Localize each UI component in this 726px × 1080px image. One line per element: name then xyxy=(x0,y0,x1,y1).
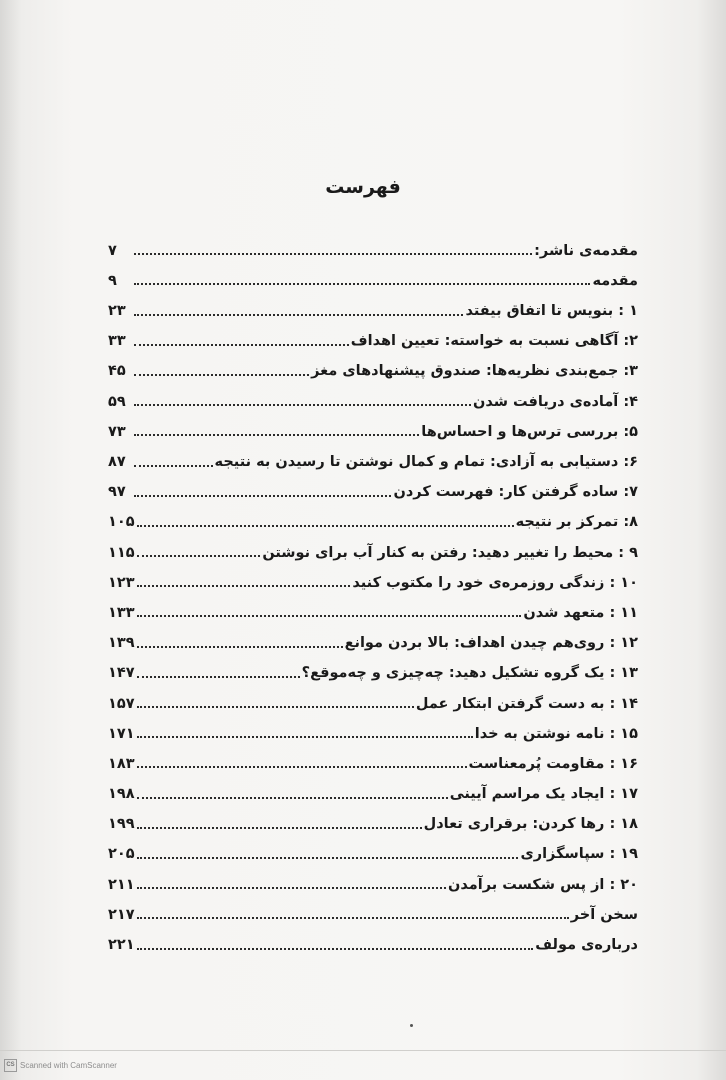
camscanner-logo-icon: CS xyxy=(4,1059,17,1072)
dot-leader xyxy=(137,585,351,587)
toc-entry-title: ۶: دستیابی به آزادی: تمام و کمال نوشتن تا رسیدن به نتیجه xyxy=(214,454,638,470)
dot-leader xyxy=(137,887,446,889)
dot-leader xyxy=(137,615,522,617)
page-title: فهرست xyxy=(325,176,401,198)
toc-entry-title: ۲۰ : از پس شکست برآمدن xyxy=(448,876,638,893)
scanner-watermark-text: Scanned with CamScanner xyxy=(20,1061,117,1070)
dot-leader xyxy=(134,314,463,316)
dot-leader xyxy=(137,736,473,738)
toc-entry-title: سخن آخر xyxy=(570,906,638,923)
dot-leader xyxy=(137,766,467,768)
toc-entry-title: ۱۵ : نامه نوشتن به خدا xyxy=(474,725,638,742)
toc-entry-page: ۹۷ xyxy=(108,484,126,501)
toc-entry[interactable] xyxy=(108,288,638,318)
toc-entry[interactable] xyxy=(108,771,638,801)
toc-entry-title: ۱۲ : روی‌هم چیدن اهداف: بالا بردن موانع xyxy=(344,635,638,652)
toc-entry[interactable] xyxy=(108,349,638,379)
toc-entry-page: ۷ xyxy=(108,242,117,259)
toc-entry-page: ۷۳ xyxy=(108,423,126,440)
toc-entry[interactable] xyxy=(108,711,638,741)
toc-entry-title: درباره‌ی مولف xyxy=(535,937,638,953)
toc-entry-title: ۱۶ : مقاومت پُرمعناست xyxy=(468,755,638,772)
toc-entry-page: ۳۳ xyxy=(108,333,126,350)
toc-entry-page: ۱۵۷ xyxy=(108,695,135,712)
toc-entry[interactable] xyxy=(108,590,638,620)
dot-leader xyxy=(137,857,519,859)
toc-entry-title: ۱۹ : سپاسگزاری xyxy=(520,846,638,863)
dot-leader xyxy=(137,827,422,829)
dot-leader xyxy=(134,495,391,497)
toc-entry-page: ۵۹ xyxy=(108,393,126,410)
dot-leader xyxy=(134,404,471,406)
dot-leader xyxy=(137,948,534,950)
toc-entry[interactable] xyxy=(108,741,638,771)
print-speck xyxy=(410,1024,413,1027)
toc-entry-title: ۵: بررسی ترس‌ها و احساس‌ها xyxy=(421,423,638,440)
toc-entry-page: ۱۴۷ xyxy=(108,665,135,682)
toc-entry-page: ۱۸۳ xyxy=(108,755,135,772)
toc-entry-title: ۱۸ : رها کردن: برقراری تعادل xyxy=(423,816,638,833)
dot-leader xyxy=(137,555,261,557)
toc-entry-page: ۱۳۹ xyxy=(108,635,135,652)
toc-entry[interactable] xyxy=(108,651,638,681)
toc-entry[interactable] xyxy=(108,228,638,258)
toc-entry[interactable] xyxy=(108,319,638,349)
toc-entry[interactable] xyxy=(108,470,638,500)
toc-entry-page: ۱۱۵ xyxy=(108,544,135,561)
dot-leader xyxy=(134,434,419,436)
dot-leader xyxy=(137,917,569,919)
toc-entry-page: ۱۷۱ xyxy=(108,725,135,742)
table-of-contents xyxy=(108,228,638,953)
toc-entry-page: ۲۰۵ xyxy=(108,846,135,863)
toc-entry-page: ۹ xyxy=(108,272,117,289)
dot-leader xyxy=(137,525,514,527)
toc-entry-title: ۲: آگاهی نسبت به خواسته: تعیین اهداف xyxy=(350,333,638,350)
toc-entry-page: ۲۳ xyxy=(108,303,126,320)
dot-leader xyxy=(134,253,532,255)
toc-entry-title: ۱۰ : زندگی روزمره‌ی خود را مکتوب کنید xyxy=(352,574,638,591)
toc-entry[interactable] xyxy=(108,620,638,650)
toc-entry[interactable] xyxy=(108,379,638,409)
toc-entry[interactable] xyxy=(108,439,638,469)
dot-leader xyxy=(137,676,300,678)
toc-entry[interactable] xyxy=(108,258,638,288)
toc-entry-page: ۲۱۱ xyxy=(108,876,135,893)
dot-leader xyxy=(134,344,349,346)
dot-leader xyxy=(134,374,309,376)
dot-leader xyxy=(137,646,343,648)
toc-entry[interactable] xyxy=(108,892,638,922)
toc-entry[interactable] xyxy=(108,409,638,439)
toc-entry[interactable] xyxy=(108,681,638,711)
toc-entry-page: ۴۵ xyxy=(108,363,126,380)
dot-leader xyxy=(134,465,213,467)
toc-entry-title: مقدمه xyxy=(592,272,638,289)
toc-entry[interactable] xyxy=(108,500,638,530)
toc-entry-page: ۱۹۹ xyxy=(108,816,135,833)
toc-entry-title: ۸: تمرکز بر نتیجه xyxy=(515,514,638,531)
toc-entry-page: ۸۷ xyxy=(108,454,126,470)
toc-entry-title: مقدمه‌ی ناشر: xyxy=(534,242,638,259)
toc-entry[interactable] xyxy=(108,862,638,892)
page-edge-line xyxy=(0,1050,726,1051)
dot-leader xyxy=(134,283,590,285)
toc-entry-title: ۹ : محیط را تغییر دهید: رفتن به کنار آب برای نوشتن xyxy=(262,544,638,561)
toc-entry-title: ۱۴ : به دست گرفتن ابتکار عمل xyxy=(415,695,638,712)
toc-entry-title: ۱ : بنویس تا اتفاق بیفتد xyxy=(465,303,638,320)
toc-entry[interactable] xyxy=(108,922,638,952)
toc-entry-page: ۲۲۱ xyxy=(108,937,135,953)
toc-entry-title: ۴: آماده‌ی دریافت شدن xyxy=(472,393,638,410)
dot-leader xyxy=(137,706,414,708)
toc-entry-title: ۱۱ : متعهد شدن xyxy=(523,604,638,621)
toc-entry-page: ۱۳۳ xyxy=(108,604,135,621)
toc-entry[interactable] xyxy=(108,832,638,862)
toc-entry[interactable] xyxy=(108,802,638,832)
toc-entry[interactable] xyxy=(108,560,638,590)
toc-entry-page: ۱۲۳ xyxy=(108,574,135,591)
toc-entry-page: ۱۰۵ xyxy=(108,514,135,531)
toc-entry-title: ۷: ساده گرفتن کار: فهرست کردن xyxy=(393,484,638,501)
toc-entry-title: ۳: جمع‌بندی نظریه‌ها: صندوق پیشنهادهای مغز xyxy=(311,363,638,380)
toc-entry[interactable] xyxy=(108,530,638,560)
scanner-watermark xyxy=(4,1059,117,1072)
toc-entry-page: ۲۱۷ xyxy=(108,906,135,923)
toc-entry-page: ۱۹۸ xyxy=(108,786,135,803)
toc-entry-title: ۱۳ : یک گروه تشکیل دهید: چه‌چیزی و چه‌موقع؟ xyxy=(301,665,638,682)
dot-leader xyxy=(137,797,448,799)
toc-entry-title: ۱۷ : ایجاد یک مراسم آیینی xyxy=(449,786,638,803)
